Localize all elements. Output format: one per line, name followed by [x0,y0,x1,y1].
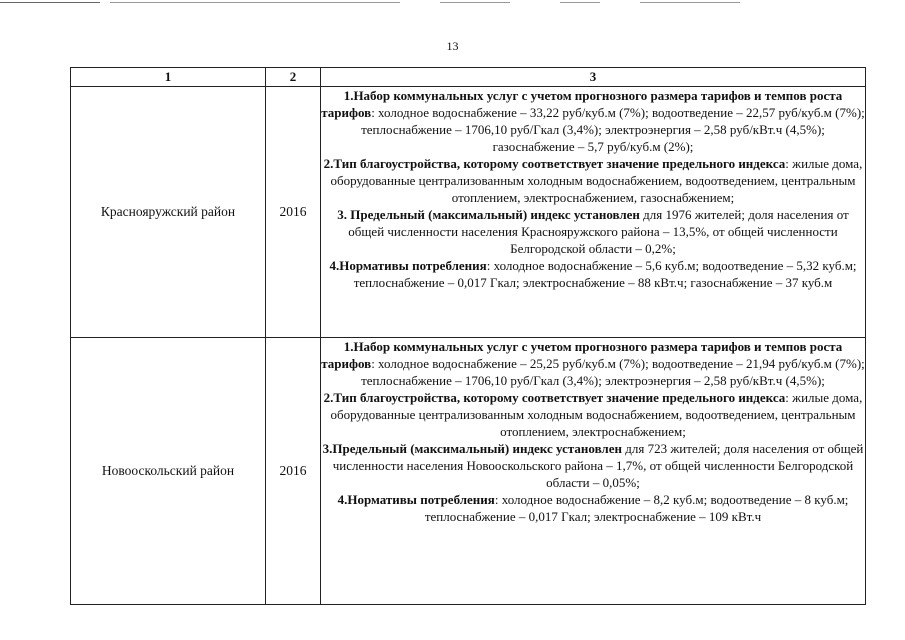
scan-line [640,2,740,3]
table-header-row [71,68,866,87]
district-cell: Новооскольский район [71,338,266,605]
description-cell [321,87,866,338]
description-cell [321,338,866,605]
consumption-norms-paragraph: 4.Нормативы потребления: холодное водоснабжение – 8,2 куб.м; водоотведение – 8 куб.м; теплоснабжение – 0,017 Гкал; электроснабжение – 109 кВт.ч [337,492,849,524]
improvement-type-paragraph: 2.Тип благоустройства, которому соответствует значение предельного индекса: жилые дома, оборудованные централизованным холодным водоснабжением, водоотведением, центральным отоплением, электроснабжением, газоснабжением; [323,156,863,205]
table-row [71,87,866,338]
scan-line [560,2,600,3]
district-cell: Краснояружский район [71,87,266,338]
tariff-table [70,67,866,605]
scan-line [110,2,400,3]
year-cell: 2016 [266,87,321,338]
improvement-type-paragraph: 2.Тип благоустройства, которому соответствует значение предельного индекса: жилые дома, оборудованные централизованным холодным водоснабжением, водоотведением, центральным отоплением, электроснабжением; [323,390,863,439]
table-row [71,338,866,605]
scan-line [440,2,510,3]
consumption-norms-paragraph: 4.Нормативы потребления: холодное водоснабжение – 5,6 куб.м; водоотведение – 5,32 куб.м; теплоснабжение – 0,017 Гкал; электроснабжение – 88 кВт.ч; газоснабжение – 37 куб.м [329,258,857,290]
scan-line [0,2,100,3]
column-header-2: 2 [266,68,321,87]
year-cell: 2016 [266,338,321,605]
services-paragraph: 1.Набор коммунальных услуг с учетом прогнозного размера тарифов и темпов роста тарифов: холодное водоснабжение – 25,25 руб/куб.м (7%); водоотведение – 21,94 руб/куб.м (7%); теплоснабжение – 1706,10 руб/Гкал (3,4%); электроэнергия – 2,58 руб/кВт.ч (4,5%); [321,339,865,388]
max-index-paragraph: 3.Предельный (максимальный) индекс установлен для 723 жителей; доля населения от общей численности населения Новооскольского района – 1,7%, от общей численности Белгородской области – 0,05%; [322,441,864,490]
services-paragraph: 1.Набор коммунальных услуг с учетом прогнозного размера тарифов и темпов роста тарифов: холодное водоснабжение – 33,22 руб/куб.м (7%); водоотведение – 22,57 руб/куб.м (7%); теплоснабжение – 1706,10 руб/Гкал (3,4%); электроэнергия – 2,58 руб/кВт.ч (4,5%); газоснабжение – 5,7 руб/куб.м (2%); [321,88,865,154]
column-header-3: 3 [321,68,866,87]
column-header-1: 1 [71,68,266,87]
page-number: 13 [446,39,459,53]
max-index-paragraph: 3. Предельный (максимальный) индекс установлен для 1976 жителей; доля населения от общей численности населения Краснояружского района – 13,5%, от общей численности Белгородской области – 0,2%; [337,207,849,256]
